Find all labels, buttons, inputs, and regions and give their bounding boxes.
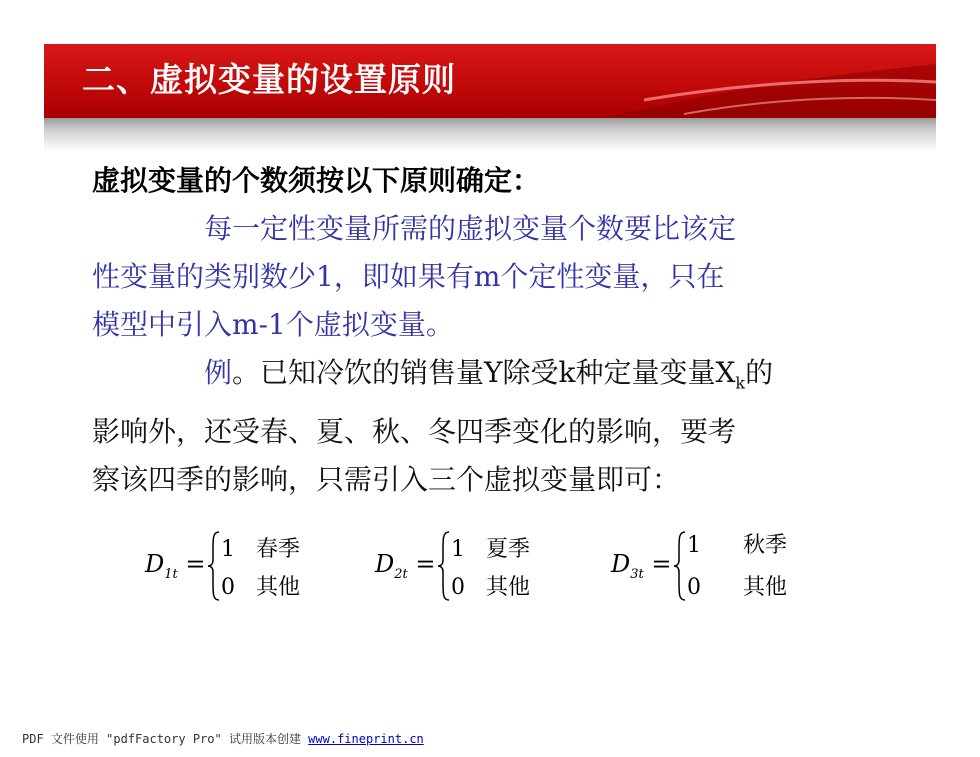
formula-lhs: $D_{3t}$ = [611, 550, 672, 582]
pdf-footer [22, 730, 424, 747]
example-line-2: 影响外，还受春、夏、秋、冬四季变化的影响，要考 [92, 414, 737, 448]
formula-d3 [611, 528, 825, 608]
section-heading: 虚拟变量的个数须按以下原则确定： [92, 164, 541, 197]
example-text-a: 。已知冷饮的销售量Y除受k种定量变量X [232, 356, 736, 389]
case-one: 1 夏季 [451, 537, 530, 562]
example-label: 例 [204, 356, 233, 389]
formula-d2 [375, 528, 575, 608]
case-zero: 0 其他 [221, 575, 300, 600]
case-zero: 0 其他 [451, 575, 530, 600]
example-text-b: 的 [745, 356, 774, 389]
page-title: 二、虚拟变量的设置原则 [82, 60, 456, 99]
case-one: 1 春季 [221, 537, 300, 562]
dummy-variable-formulas [145, 528, 825, 608]
principle-line-3: 模型中引入m-1个虚拟变量。 [92, 308, 454, 341]
example-line-3: 察该四季的影响，只需引入三个虚拟变量即可： [92, 462, 681, 496]
case-zero: 0 其他 [687, 575, 787, 600]
slide-body [92, 157, 892, 504]
title-banner [44, 44, 936, 118]
formula-lhs: $D_{1t}$ = [145, 550, 206, 582]
formula-d1 [145, 528, 345, 608]
principle-line-1: 每一定性变量所需的虚拟变量个数要比该定 [204, 212, 737, 245]
case-one: 1 秋季 [687, 533, 787, 558]
example-line-1 [92, 349, 892, 408]
example-subscript: k [735, 373, 746, 393]
formula-lhs: $D_{2t}$ = [375, 550, 436, 582]
banner-shadow [44, 118, 936, 152]
left-brace-icon [437, 530, 451, 602]
principle-line-2: 性变量的类别数少1，即如果有m个定性变量，只在 [92, 260, 725, 293]
fineprint-link[interactable]: www.fineprint.cn [308, 732, 424, 746]
left-brace-icon [673, 530, 687, 602]
footer-text: PDF 文件使用 "pdfFactory Pro" 试用版本创建 [22, 732, 309, 746]
left-brace-icon [207, 530, 221, 602]
